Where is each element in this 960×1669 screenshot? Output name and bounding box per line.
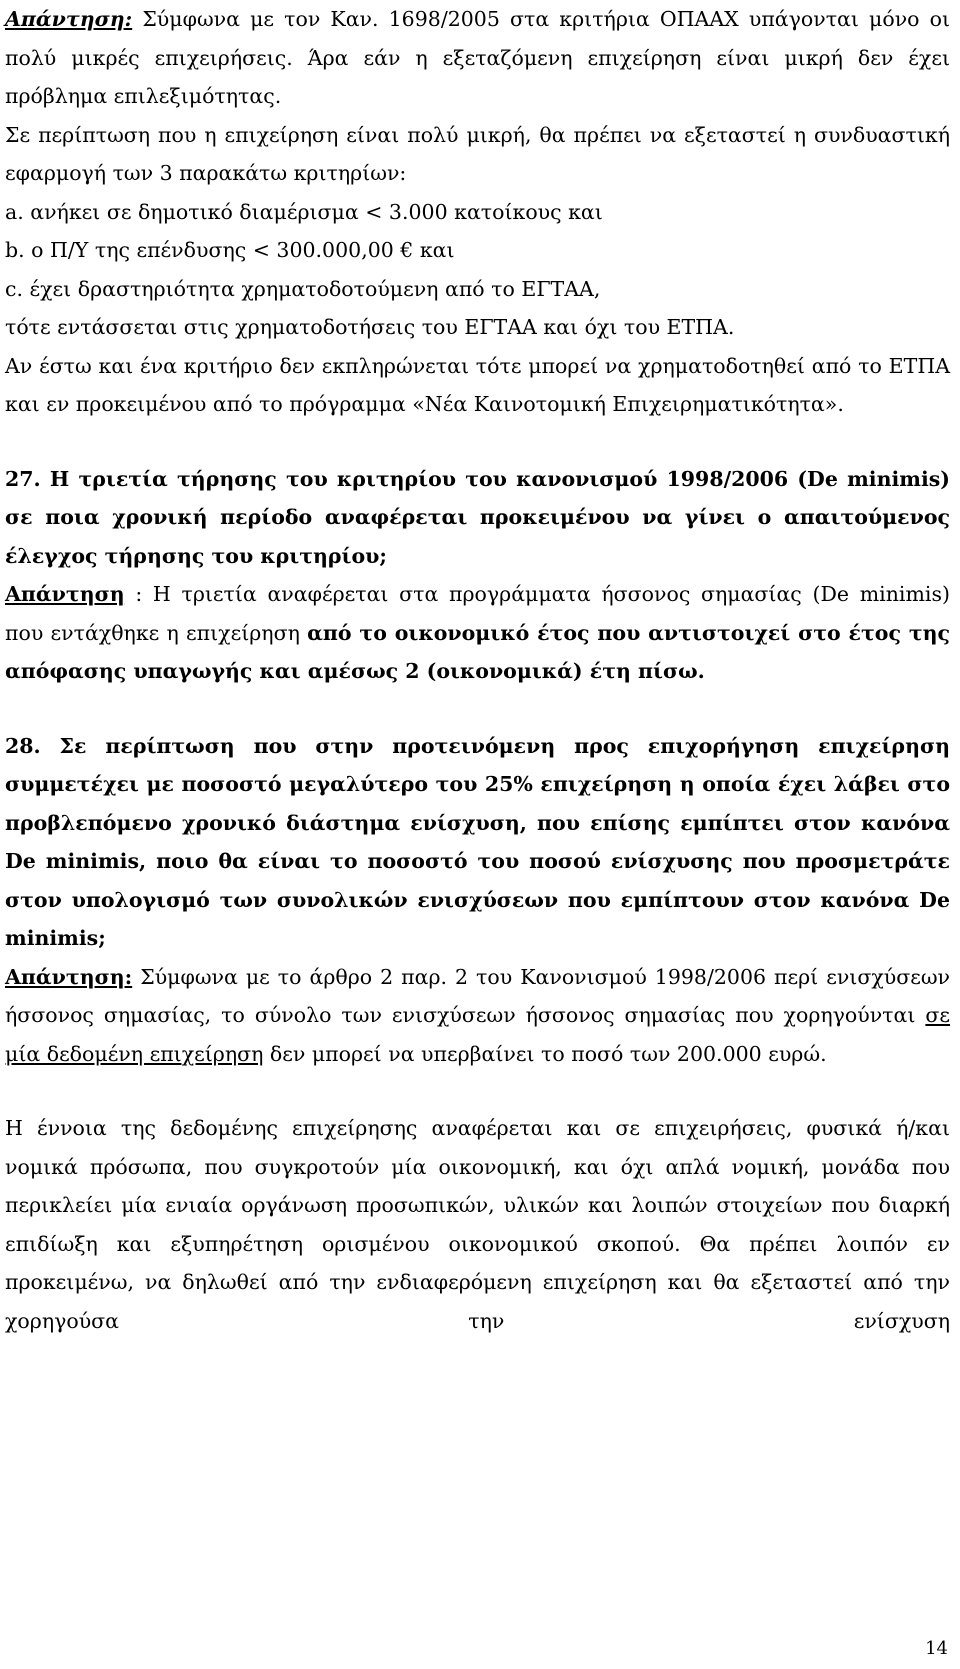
section-gap bbox=[5, 424, 950, 460]
answer-27-label: Απάντηση bbox=[5, 582, 125, 606]
criteria-item-c: c. έχει δραστηριότητα χρηματοδοτούμενη από το ΕΓΤΑΑ, bbox=[5, 276, 601, 301]
answer-28-text-part1: Σύμφωνα με το άρθρο 2 παρ. 2 του Κανονισμού 1998/2006 περί ενισχύσεων ήσσονος σημασίας, το σύνολο των ενισχύσεων ήσσονος σημασίας που χορηγούνται bbox=[5, 964, 950, 1027]
criteria-item-b: b. ο Π/Υ της επένδυσης < 300.000,00 € και bbox=[5, 238, 455, 262]
answer-26-conclusion: τότε εντάσσεται στις χρηματοδοτήσεις του ΕΓΤΑΑ και όχι του ΕΤΠΑ. bbox=[5, 315, 735, 339]
answer-28-text-part2: δεν μπορεί να υπερβαίνει το ποσό των 200.000 ευρώ. bbox=[263, 1041, 827, 1066]
answer-28-underlined-text: σε μία δεδομένη επιχείρηση bbox=[5, 1003, 950, 1066]
section-gap bbox=[5, 1073, 950, 1109]
answer-28-explanation: Η έννοια της δεδομένης επιχείρησης αναφέρεται και σε επιχειρήσεις, φυσικά ή/και νομικά πρόσωπα, που συγκροτούν μία οικονομική, και όχι απλά νομική, μονάδα που περικλείει μία ενιαία οργάνωση προσωπικών, υλικών και λοιπών στοιχείων που διαρκή επιδίωξη και εξυπηρέτηση ορισμένου οικονομικού σκοπού. Θα πρέπει λοιπόν εν προκειμένω, να δηλωθεί από την ενδιαφερόμενη επιχείρηση και θα εξεταστεί από την χορηγούσα την ενίσχυση bbox=[5, 1116, 950, 1333]
question-28: 28. Σε περίπτωση που στην προτεινόμενη προς επιχορήγηση επιχείρηση συμμετέχει με ποσοστό μεγαλύτερο του 25% επιχείρηση η οποία έχει λάβει στο προβλεπόμενο χρονικό διάστημα ενίσχυση, που επίσης εμπίπτει στον κανόνα De minimis, ποιο θα είναι το ποσοστό του ποσού ενίσχυσης που προσμετράτε στον υπολογισμό των συνολικών ενισχύσεων που εμπίπτουν στον κανόνα De minimis; bbox=[5, 733, 950, 950]
answer-28-label: Απάντηση: bbox=[5, 964, 133, 989]
answer-26-alternative: Αν έστω και ένα κριτήριο δεν εκπληρώνεται τότε μπορεί να χρηματοδοτηθεί από το ΕΤΠΑ και εν προκειμένου από το πρόγραμμα «Νέα Καινοτομική Επιχειρηματικότητα». bbox=[5, 353, 950, 416]
answer-27-bold-text: από το οικονομικό έτος που αντιστοιχεί στο έτος της απόφασης υπαγωγής και αμέσως 2 (οικονομικά) έτη πίσω. bbox=[5, 620, 950, 683]
page-number: 14 bbox=[925, 1638, 948, 1659]
answer-26-label: Απάντηση: bbox=[5, 7, 133, 31]
document-page bbox=[5, 0, 950, 1340]
criteria-item-a: a. ανήκει σε δημοτικό διαμέρισμα < 3.000 κατοίκους και bbox=[5, 199, 603, 224]
answer-28-paragraph bbox=[5, 958, 950, 1074]
answer-26-paragraph bbox=[5, 0, 950, 116]
answer-26-criteria-intro: Σε περίπτωση που η επιχείρηση είναι πολύ μικρή, θα πρέπει να εξεταστεί η συνδυαστική εφαρμογή των 3 παρακάτω κριτηρίων: bbox=[5, 122, 950, 185]
answer-26-text: Σύμφωνα με τον Καν. 1698/2005 στα κριτήρια ΟΠΑΑΧ υπάγονται μόνο οι πολύ μικρές επιχειρήσεις. Άρα εάν η εξεταζόμενη επιχείρηση είναι μικρή δεν έχει πρόβλημα επιλεξιμότητας. bbox=[5, 7, 950, 108]
section-gap bbox=[5, 691, 950, 727]
question-27: 27. Η τριετία τήρησης του κριτηρίου του κανονισμού 1998/2006 (De minimis) σε ποια χρονική περίοδο αναφέρεται προκειμένου να γίνει ο απαιτούμενος έλεγχος τήρησης του κριτηρίου; bbox=[5, 466, 950, 568]
answer-27-paragraph bbox=[5, 575, 950, 691]
answer-27-text: : Η τριετία αναφέρεται στα προγράμματα ήσσονος σημασίας (De minimis) που εντάχθηκε η επιχείρηση bbox=[5, 582, 950, 645]
